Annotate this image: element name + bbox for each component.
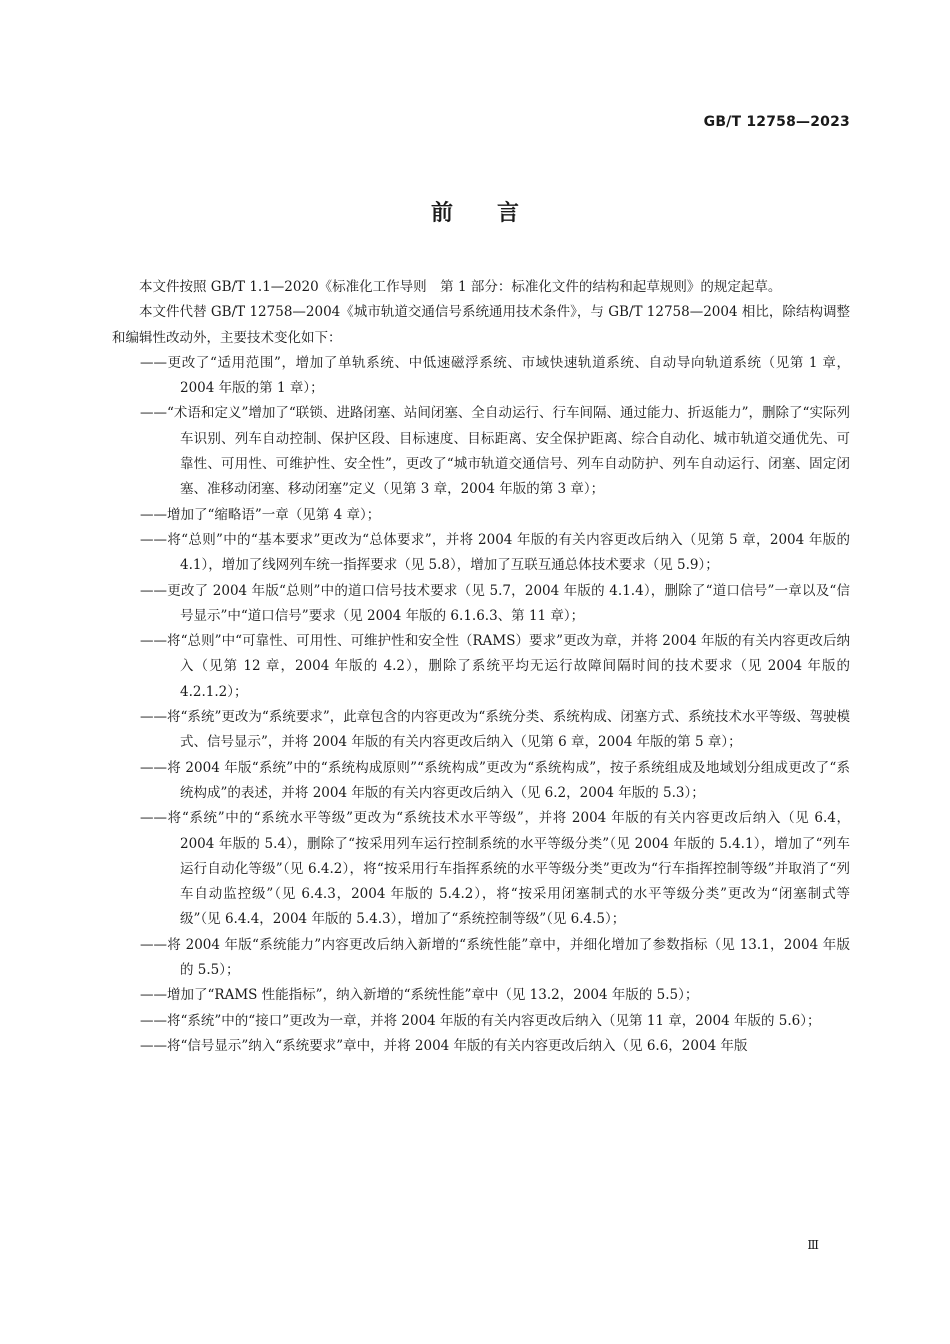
page-title: 前言 [430, 201, 563, 226]
change-item: ——将“信号显示”纳入“系统要求”章中，并将 2004 年版的有关内容更改后纳入（见 6.6，2004 年版 [140, 1037, 748, 1054]
change-item: ——更改了 2004 年版“总则”中的道口信号技术要求（见 5.7，2004 年版的 4.1.4），删除了“道口信号”一章以及“信号显示”中“道口信号”要求（见 2004 年版的 6.1.6.3、第 11 章）； [140, 582, 850, 624]
change-item: ——更改了“适用范围”，增加了单轨系统、中低速磁浮系统、市域快速轨道系统、自动导向轨道系统（见第 1 章，2004 年版的第 1 章）； [140, 354, 850, 397]
paragraph-replacement: 本文件代替 GB/T 12758—2004《城市轨道交通信号系统通用技术条件》，与 GB/T 12758—2004 相比，除结构调整和编辑性改动外，主要技术变化如下： [112, 304, 850, 346]
change-item: ——将“系统”中的“接口”更改为一章，并将 2004 年版的有关内容更改后纳入（见第 11 章，2004 年版的 5.6）； [140, 1012, 821, 1029]
change-item: ——将“系统”更改为“系统要求”，此章包含的内容更改为“系统分类、系统构成、闭塞方式、系统技术水平等级、驾驶模式、信号显示”，并将 2004 年版的有关内容更改后纳入（见第 6 章，2004 年版的第 5 章）； [140, 709, 850, 751]
document-code: GB/T 12758—2023 [703, 114, 850, 130]
page-number: Ⅲ [807, 1238, 819, 1252]
change-item: ——增加了“缩略语”一章（见第 4 章）； [140, 506, 381, 523]
change-item: ——将“总则”中“可靠性、可用性、可维护性和安全性（RAMS）要求”更改为章，并将 2004 年版的有关内容更改后纳入（见第 12 章，2004 年版的 4.2），删除了系统平均无运行故障间隔时间的技术要求（见 2004 年版的 4.2.1.2）； [140, 633, 850, 700]
document-body [112, 275, 850, 1059]
change-item: ——“术语和定义”增加了“联锁、进路闭塞、站间闭塞、全自动运行、行车间隔、通过能力、折返能力”，删除了“实际列车识别、列车自动控制、保护区段、目标速度、目标距离、安全保护距离、综合自动化、城市轨道交通优先、可靠性、可用性、可维护性、安全性”，更改了“城市轨道交通信号、列车自动防护、列车自动运行、闭塞、固定闭塞、准移动闭塞、移动闭塞”定义（见第 3 章，2004 年版的第 3 章）； [140, 405, 850, 498]
change-item: ——将“总则”中的“基本要求”更改为“总体要求”，并将 2004 年版的有关内容更改后纳入（见第 5 章，2004 年版的 4.1），增加了线网列车统一指挥要求（见 5.8），增加了互联互通总体技术要求（见 5.9）； [140, 531, 850, 574]
paragraph-drafting-rules: 本文件按照 GB/T 1.1—2020《标准化工作导则 第 1 部分：标准化文件的结构和起草规则》的规定起草。 [139, 279, 782, 295]
change-item: ——将 2004 年版“系统能力”内容更改后纳入新增的“系统性能”章中，并细化增加了参数指标（见 13.1，2004 年版的 5.5）； [140, 936, 850, 979]
change-item: ——将“系统”中的“系统水平等级”更改为“系统技术水平等级”，并将 2004 年版的有关内容更改后纳入（见 6.4，2004 年版的 5.4），删除了“按采用列车运行控制系统的水平等级分类”（见 2004 年版的 5.4.1），增加了“列车运行自动化等级”（见 6.4.2），将“按采用行车指挥系统的水平等级分类”更改为“行车指挥控制等级”并取消了“列车自动监控级”（见 6.4.3，2004 年版的 5.4.2），将“按采用闭塞制式的水平等级分类”更改为“闭塞制式等级”（见 6.4.4，2004 年版的 5.4.3），增加了“系统控制等级”（见 6.4.5）； [140, 810, 850, 928]
change-item: ——增加了“RAMS 性能指标”，纳入新增的“系统性能”章中（见 13.2，2004 年版的 5.5）； [140, 987, 699, 1004]
change-item: ——将 2004 年版“系统”中的“系统构成原则”“系统构成”更改为“系统构成”，按子系统组成及地域划分组成更改了“系统构成”的表述，并将 2004 年版的有关内容更改后纳入（见 6.2，2004 年版的 5.3）； [140, 759, 850, 801]
